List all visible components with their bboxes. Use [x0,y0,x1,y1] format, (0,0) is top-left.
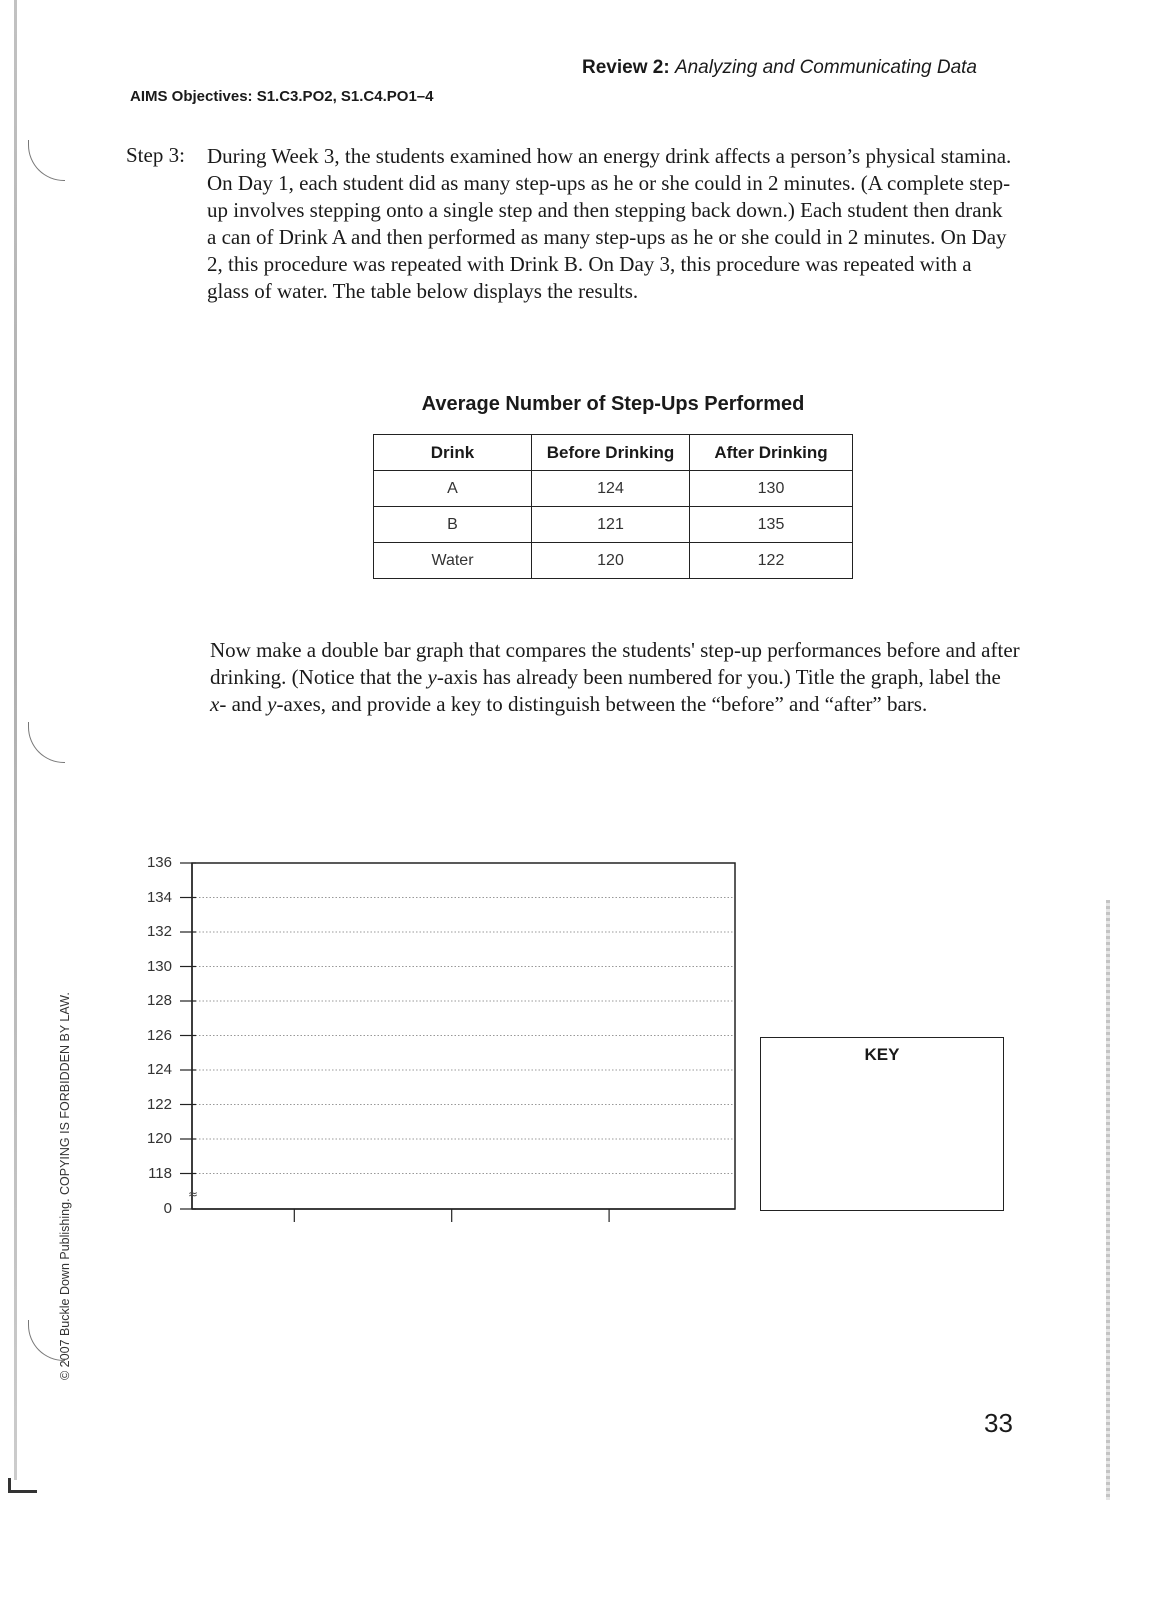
copyright-notice: © 2007 Buckle Down Publishing. COPYING IS FORBIDDEN BY LAW. [58,992,72,1380]
instructions-text: Now make a double bar graph that compares the students' step-up performances before and after drinking. (Notice that the [210,638,1020,689]
graph-gridlines [192,898,735,1174]
column-header-after: After Drinking [690,435,853,471]
instructions-text: -axes, and provide a key to distinguish between the “before” and “after” bars. [276,692,928,716]
instructions-text: -axis has already been numbered for you.) Title the graph, label the [436,665,1001,689]
column-header-before: Before Drinking [532,435,690,471]
cell-drink: B [374,507,532,543]
y-tick-label: 130 [146,957,172,975]
cell-drink: Water [374,543,532,579]
cell-drink: A [374,471,532,507]
y-tick-label: 122 [146,1095,172,1113]
y-tick-label: 128 [146,992,172,1009]
review-title: Analyzing and Communicating Data [674,57,977,78]
instructions-text: - and [219,692,268,716]
plot-area-frame [192,863,735,1209]
column-header-drink: Drink [374,435,532,471]
cell-before: 124 [532,471,690,507]
cell-before: 120 [532,543,690,579]
review-label: Review 2: [582,57,670,78]
step-paragraph: During Week 3, the students examined how an energy drink affects a person’s physical stamina. On Day 1, each student did as many step-ups as he or she could in 2 minutes. (A complete step-up involves stepping onto a single step and then stepping back down.) Each student then drank a can of Drink A and then performed as many step-ups as he or she could in 2 minutes. On Day 2, this procedure was repeated with Drink B. On Day 3, this procedure was repeated with a glass of water. The table below displays the results. [207,144,1012,303]
y-tick-label: 134 [146,888,172,906]
cell-after: 122 [690,543,853,579]
cell-before: 121 [532,507,690,543]
instructions-y-var: y [427,665,437,689]
y-tick-label: 126 [146,1026,172,1044]
page-number: 33 [984,1408,1013,1438]
x-axis-ticks [294,1209,609,1222]
y-tick-label: 0 [163,1200,172,1217]
instructions-x-var: x [210,692,220,716]
y-tick-label: 132 [146,923,172,940]
y-tick-label: 118 [148,1164,172,1182]
y-tick-label: 136 [146,854,172,871]
step-label: Step 3: [126,143,185,167]
axis-break-symbol: ≈ [188,1187,199,1201]
y-axis-ticks [180,863,199,1209]
y-tick-label: 120 [146,1130,172,1147]
cell-after: 130 [690,471,853,507]
cell-after: 135 [690,507,853,543]
aims-objectives: AIMS Objectives: S1.C3.PO2, S1.C4.PO1–4 [130,88,434,105]
table-title: Average Number of Step-Ups Performed [421,393,805,415]
y-tick-label: 124 [146,1061,172,1078]
instructions-y-var: y [267,692,277,716]
key-label: KEY [864,1045,900,1064]
